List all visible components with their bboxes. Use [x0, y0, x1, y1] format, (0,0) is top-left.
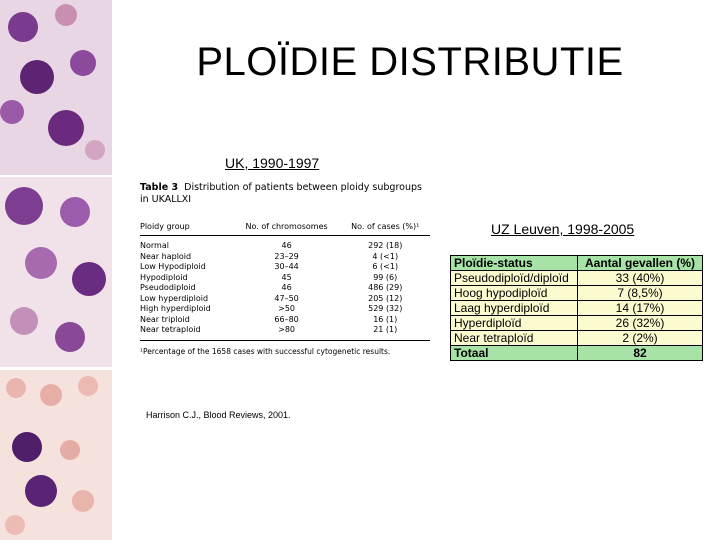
ploidy-group: Near tetraploid	[140, 325, 233, 340]
table-row	[140, 325, 430, 340]
case-count: 33 (40%)	[578, 271, 703, 286]
ploidy-group: Near haploid	[140, 251, 192, 261]
column-header: Aantal gevallen (%)	[578, 256, 703, 271]
case-count: 205 (12)	[368, 293, 403, 303]
case-count: 486 (29)	[368, 283, 403, 292]
red-cell	[40, 384, 62, 406]
blast-cell	[12, 432, 42, 462]
red-cell	[85, 140, 105, 160]
ploidy-status: Pseudodiploïd/diploïd	[451, 271, 578, 286]
red-cell	[10, 307, 38, 335]
table-row	[451, 286, 703, 301]
chromosome-count: 30–44	[274, 262, 299, 271]
table-row	[451, 331, 703, 346]
table-row	[451, 316, 703, 331]
red-cell	[5, 515, 25, 535]
case-count: 14 (17%)	[578, 301, 703, 316]
case-count: 26 (32%)	[578, 316, 703, 331]
case-count: 2 (2%)	[578, 331, 703, 346]
table-row	[140, 262, 430, 273]
blast-cell	[48, 110, 84, 146]
chromosome-count: >80	[233, 325, 341, 340]
total-count: 82	[578, 346, 703, 361]
ploidy-group: Near triploid	[140, 314, 190, 324]
case-count: 16 (1)	[373, 314, 398, 324]
scan-footnote: ¹Percentage of the 1658 cases with successful cytogenetic results.	[140, 346, 391, 356]
ploidy-group: Hypodiploid	[140, 272, 188, 282]
ploidy-status: Hoog hypodiploïd	[451, 286, 578, 301]
blast-cell	[25, 247, 57, 279]
red-cell	[60, 440, 80, 460]
case-count: 529 (32)	[368, 304, 403, 313]
case-count: 7 (8,5%)	[578, 286, 703, 301]
blood-smear-image-3	[0, 370, 112, 540]
blood-smear-image-strip	[0, 0, 112, 540]
leuven-study-label: UZ Leuven, 1998-2005	[491, 221, 635, 237]
blood-smear-image-2	[0, 177, 112, 367]
chromosome-count: 46	[281, 241, 292, 250]
column-header: Ploïdie-status	[451, 256, 578, 271]
total-row	[451, 346, 703, 361]
leuven-ploidy-table	[450, 255, 703, 361]
ploidy-table	[140, 220, 430, 341]
ploidy-group: Low hyperdiploid	[140, 293, 209, 303]
red-cell	[6, 378, 26, 398]
blast-cell	[5, 187, 43, 225]
leuven-table-header	[451, 256, 703, 271]
ploidy-group: Normal	[140, 241, 169, 250]
blast-cell	[60, 197, 90, 227]
table-row	[451, 271, 703, 286]
chromosome-count: 23–29	[274, 251, 299, 261]
ploidy-status: Near tetraploïd	[451, 331, 578, 346]
ploidy-status: Hyperdiploïd	[451, 316, 578, 331]
ploidy-table-header	[140, 220, 430, 236]
table-row	[140, 252, 430, 263]
page-title: PLOÏDIE DISTRIBUTIE	[196, 40, 624, 84]
blast-cell	[55, 322, 85, 352]
chromosome-count: 46	[281, 283, 292, 292]
blast-cell	[20, 60, 54, 94]
scan-caption-table: Table 3	[140, 182, 179, 193]
chromosome-count: 66–80	[274, 314, 299, 324]
ploidy-group: Pseudodiploid	[140, 283, 196, 292]
table-row	[140, 236, 430, 252]
table-row	[451, 301, 703, 316]
red-cell	[55, 4, 77, 26]
column-header: No. of chromosomes	[233, 220, 341, 236]
table-row	[140, 294, 430, 305]
table-row	[140, 304, 430, 315]
chromosome-count: 47–50	[274, 293, 299, 303]
table-row	[140, 273, 430, 284]
ploidy-status: Laag hyperdiploïd	[451, 301, 578, 316]
red-cell	[72, 490, 94, 512]
blood-smear-image-1	[0, 0, 112, 175]
ploidy-group: Low Hypodiploid	[140, 262, 206, 271]
case-count: 6 (<1)	[372, 262, 399, 271]
blast-cell	[72, 262, 106, 296]
case-count: 99 (6)	[373, 272, 398, 282]
case-count: 21 (1)	[340, 325, 430, 340]
case-count: 4 (<1)	[372, 251, 399, 261]
blast-cell	[0, 100, 24, 124]
scan-caption-text: Distribution of patients between ploidy subgroups in UKALLXI	[140, 182, 422, 205]
uk-scanned-table	[140, 182, 430, 356]
column-header: No. of cases (%)¹	[340, 220, 430, 236]
blast-cell	[8, 12, 38, 42]
column-header: Ploidy group	[140, 220, 233, 236]
chromosome-count: >50	[278, 304, 296, 313]
total-label: Totaal	[451, 346, 578, 361]
table-row	[140, 283, 430, 294]
uk-study-label: UK, 1990-1997	[225, 155, 320, 171]
chromosome-count: 45	[281, 272, 292, 282]
case-count: 292 (18)	[368, 241, 403, 250]
blast-cell	[25, 475, 57, 507]
ploidy-group: High hyperdiploid	[140, 304, 211, 313]
citation: Harrison C.J., Blood Reviews, 2001.	[146, 410, 291, 420]
red-cell	[78, 376, 98, 396]
scan-caption	[140, 182, 430, 206]
blast-cell	[70, 50, 96, 76]
table-row	[140, 315, 430, 326]
